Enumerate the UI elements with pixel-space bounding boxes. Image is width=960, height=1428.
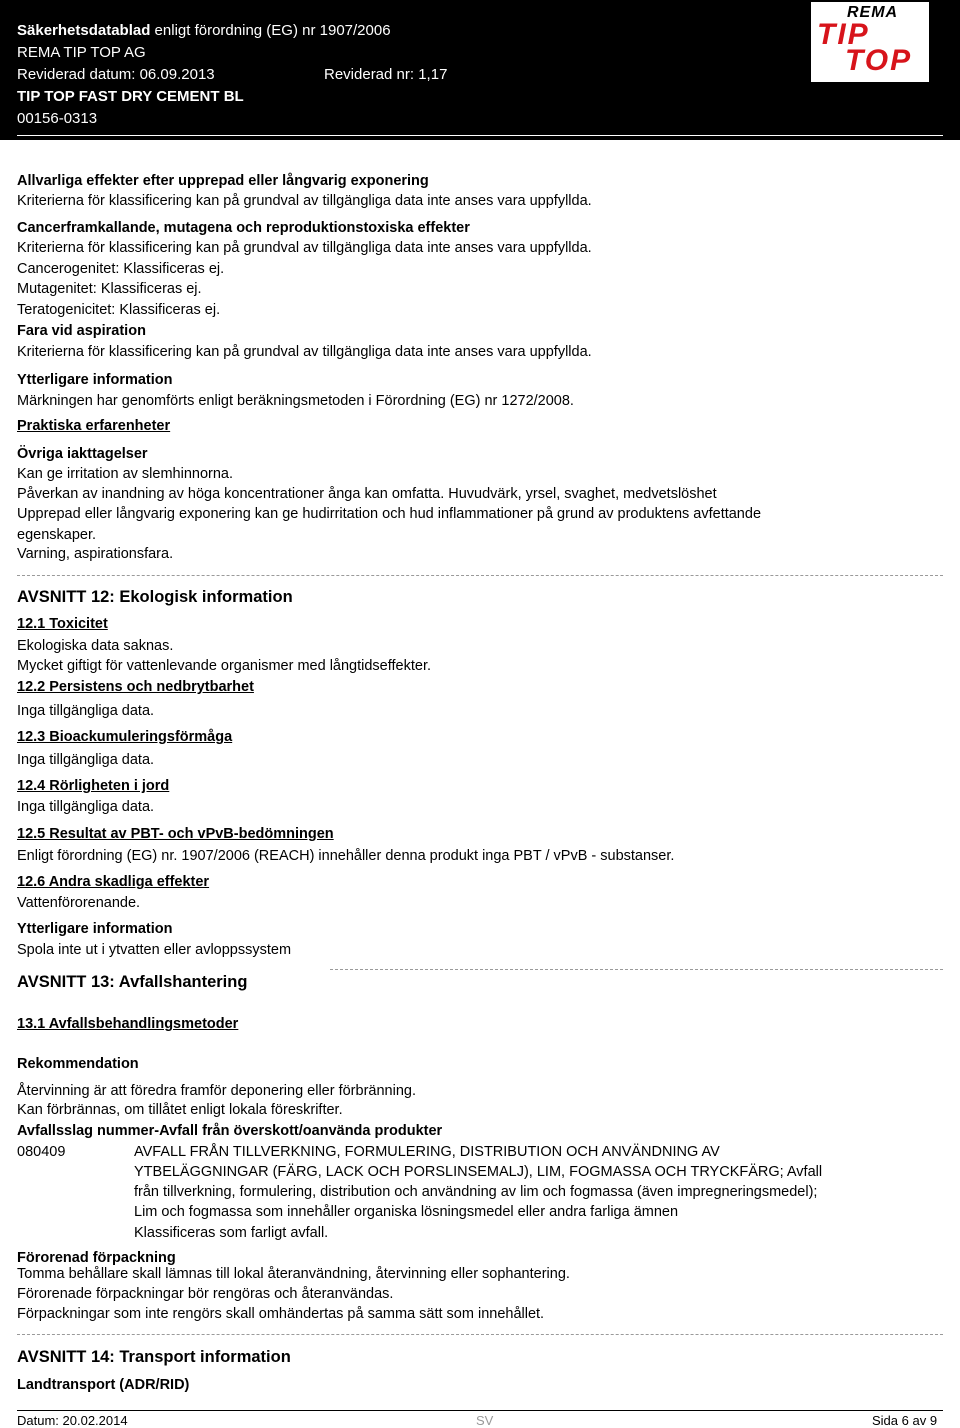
waste-methods-heading: 13.1 Avfallsbehandlingsmetoder [17, 1016, 239, 1032]
footer-page-number: Sida 6 av 9 [872, 1413, 938, 1428]
rema-tip-top-logo [811, 2, 929, 82]
toxicity-text-2: Mycket giftigt för vattenlevande organismer med långtidseffekter. [17, 658, 432, 674]
persistence-text: Inga tillgängliga data. [17, 703, 155, 719]
bioaccumulation-text: Inga tillgängliga data. [17, 752, 155, 768]
additional-info-text: Märkningen har genomförts enligt beräkningsmetoden i Förordning (EG) nr 1272/2008. [17, 393, 574, 409]
additional-info-heading: Ytterligare information [17, 372, 173, 388]
observation-line-5: Varning, aspirationsfara. [17, 546, 174, 562]
toxicity-heading: 12.1 Toxicitet [17, 616, 108, 632]
waste-description-2: YTBELÄGGNINGAR (FÄRG, LACK OCH PORSLINSEMALJ), LIM, FOGMASSA OCH TRYCKFÄRG; Avfall [134, 1164, 823, 1180]
mobility-heading: 12.4 Rörligheten i jord [17, 778, 170, 794]
cmr-text: Kriterierna för klassificering kan på grundval av tillgängliga data inte anses vara uppfyllda. [17, 240, 592, 256]
logo-tip: TIP [817, 18, 870, 51]
revised-date: Reviderad datum: 06.09.2013 [17, 66, 215, 83]
pbt-heading: 12.5 Resultat av PBT- och vPvB-bedömningen [17, 826, 334, 842]
land-transport-heading: Landtransport (ADR/RID) [17, 1377, 190, 1393]
other-effects-text: Vattenförorenande. [17, 895, 141, 911]
repeated-exposure-heading: Allvarliga effekter efter upprepad eller långvarig exponering [17, 173, 429, 189]
waste-description-4: Lim och fogmassa som innehåller organiska lösningsmedel eller andra farliga ämnen [134, 1204, 679, 1220]
practical-experience-heading: Praktiska erfarenheter [17, 418, 171, 434]
recommendation-line-1: Återvinning är att föredra framför deponering eller förbränning. [17, 1083, 416, 1099]
product-name: TIP TOP FAST DRY CEMENT BL [17, 88, 244, 105]
eco-additional-info-text: Spola inte ut i ytvatten eller avloppssystem [17, 942, 292, 958]
waste-description-1: AVFALL FRÅN TILLVERKNING, FORMULERING, DISTRIBUTION OCH ANVÄNDNING AV [134, 1144, 720, 1160]
waste-description-3: från tillverkning, formulering, distribution och användning av lim och fogmassa (även impregneringsmedel); [134, 1184, 818, 1200]
section-13-title: AVSNITT 13: Avfallshantering [17, 973, 248, 991]
mobility-text: Inga tillgängliga data. [17, 799, 155, 815]
waste-code: 080409 [17, 1144, 66, 1160]
other-observations-heading: Övriga iakttagelser [17, 446, 148, 462]
section-divider [17, 575, 943, 576]
pbt-text: Enligt förordning (EG) nr. 1907/2006 (REACH) innehåller denna produkt inga PBT / vPvB - substanser. [17, 848, 675, 864]
repeated-exposure-text: Kriterierna för klassificering kan på grundval av tillgängliga data inte anses vara uppfyllda. [17, 193, 592, 209]
logo-rema: REMA [847, 4, 899, 21]
teratogenicity: Teratogenicitet: Klassificeras ej. [17, 302, 221, 318]
persistence-heading: 12.2 Persistens och nedbrytbarhet [17, 679, 254, 695]
footer-date: Datum: 20.02.2014 [17, 1413, 128, 1428]
title-bold: Säkerhetsdatablad [17, 22, 151, 39]
packaging-line-1: Tomma behållare skall lämnas till lokal återanvändning, återvinning eller sophantering. [17, 1266, 570, 1282]
revision-number: Reviderad nr: 1,17 [324, 66, 448, 83]
recommendation-line-2: Kan förbrännas, om tillåtet enligt lokala föreskrifter. [17, 1102, 343, 1118]
observation-line-2: Påverkan av inandning av höga koncentrationer ånga kan omfatta. Huvudvärk, yrsel, svaghet, medvetslöshet [17, 486, 717, 502]
recommendation-heading: Rekommendation [17, 1056, 139, 1072]
header-rule [17, 135, 943, 136]
packaging-line-2: Förorenade förpackningar bör rengöras och återanvändas. [17, 1286, 394, 1302]
observation-line-3: Upprepad eller långvarig exponering kan ge hudirritation och hud inflammationer på grund av produktens avfettande [17, 506, 762, 522]
product-code: 00156-0313 [17, 110, 98, 127]
section-divider [330, 969, 943, 970]
footer-rule [17, 1410, 943, 1411]
aspiration-text: Kriterierna för klassificering kan på grundval av tillgängliga data inte anses vara uppfyllda. [17, 344, 592, 360]
aspiration-heading: Fara vid aspiration [17, 323, 146, 339]
mutagenicity: Mutagenitet: Klassificeras ej. [17, 281, 202, 297]
section-12-title: AVSNITT 12: Ekologisk information [17, 588, 293, 606]
logo-top: TOP [845, 44, 913, 77]
waste-description-5: Klassificeras som farligt avfall. [134, 1225, 329, 1241]
observation-line-1: Kan ge irritation av slemhinnorna. [17, 466, 234, 482]
title-rest: enligt förordning (EG) nr 1907/2006 [150, 22, 391, 39]
section-divider [17, 1334, 943, 1335]
toxicity-text-1: Ekologiska data saknas. [17, 638, 174, 654]
cmr-heading: Cancerframkallande, mutagena och reproduktionstoxiska effekter [17, 220, 470, 236]
observation-line-4: egenskaper. [17, 527, 97, 543]
waste-code-heading: Avfallsslag nummer-Avfall från överskott/oanvända produkter [17, 1123, 443, 1139]
carcinogenicity: Cancerogenitet: Klassificeras ej. [17, 261, 225, 277]
packaging-line-3: Förpackningar som inte rengörs skall omhändertas på samma sätt som innehållet. [17, 1306, 545, 1322]
other-effects-heading: 12.6 Andra skadliga effekter [17, 874, 210, 890]
contaminated-packaging-heading: Förorenad förpackning [17, 1250, 176, 1266]
document-title [17, 22, 391, 39]
section-14-title: AVSNITT 14: Transport information [17, 1348, 291, 1366]
company-name: REMA TIP TOP AG [17, 44, 146, 61]
footer-language: SV [476, 1413, 494, 1428]
eco-additional-info-heading: Ytterligare information [17, 921, 173, 937]
bioaccumulation-heading: 12.3 Bioackumuleringsförmåga [17, 729, 233, 745]
